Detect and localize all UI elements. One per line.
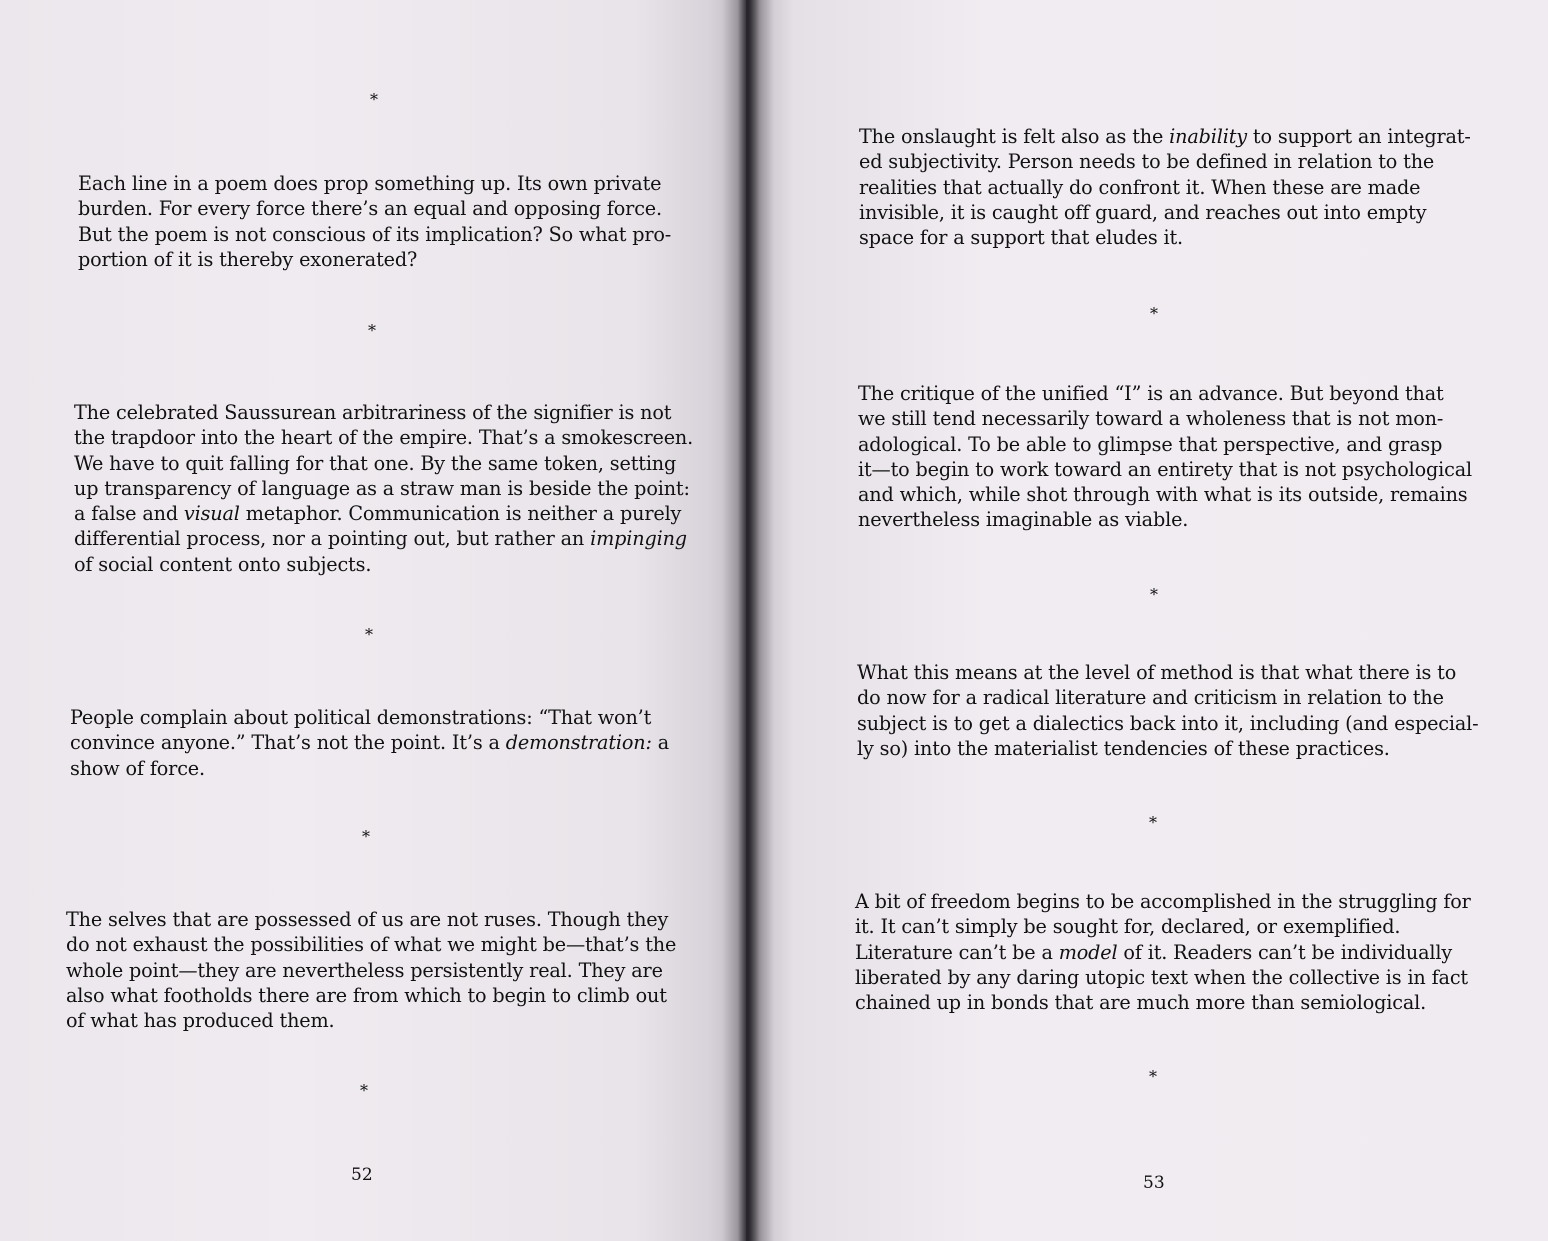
- text-line: and which, while shot through with what is its outside, remains: [858, 483, 1468, 507]
- section-asterisk: *: [1149, 813, 1157, 832]
- paragraph: [78, 171, 671, 272]
- section-asterisk: *: [1149, 1067, 1157, 1086]
- text-line: realities that actually do confront it. When these are made: [859, 175, 1421, 199]
- text-line: liberated by any daring utopic text when the collective is in fact: [855, 965, 1468, 989]
- text-line: the trapdoor into the heart of the empire. That’s a smokescreen.: [74, 426, 694, 450]
- emphasis: inability: [1169, 125, 1247, 148]
- text-line: portion of it is thereby exonerated?: [78, 247, 418, 271]
- emphasis: model: [1058, 940, 1118, 964]
- text-line: subject is to get a dialectics back into it, including (and especial-: [857, 711, 1479, 735]
- section-asterisk: *: [360, 1081, 368, 1100]
- paragraph: [70, 705, 669, 781]
- paragraph: [857, 660, 1479, 761]
- text-line: The onslaught is felt also as the inability to support an integrat-: [859, 125, 1471, 148]
- paragraph: [66, 907, 676, 1033]
- text-line: ly so) into the materialist tendencies of these practices.: [857, 736, 1390, 760]
- text-line: chained up in bonds that are much more than semiological.: [855, 991, 1427, 1015]
- text-line: Each line in a poem does prop something up. Its own private: [78, 172, 662, 195]
- section-asterisk: *: [1150, 304, 1158, 323]
- text-line: space for a support that eludes it.: [859, 226, 1183, 250]
- text-line: The critique of the unified “I” is an advance. But beyond that: [858, 382, 1444, 405]
- text-line: it. It can’t simply be sought for, declared, or exemplified.: [855, 915, 1401, 939]
- section-asterisk: *: [370, 90, 378, 109]
- text-line: up transparency of language as a straw man is beside the point:: [74, 476, 690, 500]
- page-number: 52: [351, 1165, 373, 1185]
- text-line: The selves that are possessed of us are not ruses. Though they: [66, 908, 669, 931]
- right-page: [746, 0, 1548, 1241]
- text-line: of what has produced them.: [66, 1009, 335, 1033]
- text-line: do now for a radical literature and criticism in relation to the: [857, 686, 1444, 710]
- text-line: People complain about political demonstrations: “That won’t: [70, 706, 652, 729]
- section-asterisk: *: [1150, 585, 1158, 604]
- emphasis: visual: [183, 502, 240, 526]
- text-line: it—to begin to work toward an entirety that is not psychological: [858, 457, 1473, 481]
- text-line: differential process, nor a pointing out, but rather an impinging: [74, 527, 687, 551]
- text-line: a false and visual metaphor. Communication is neither a purely: [74, 502, 682, 526]
- text-line: adological. To be able to glimpse that perspective, and grasp: [858, 432, 1443, 456]
- paragraph: [858, 381, 1472, 533]
- section-asterisk: *: [365, 625, 373, 644]
- text-line: show of force.: [70, 756, 205, 780]
- paragraph: [859, 124, 1471, 250]
- paragraph: [855, 889, 1471, 1015]
- page-number: 53: [1143, 1173, 1165, 1193]
- text-line: also what footholds there are from which to begin to climb out: [66, 983, 667, 1007]
- text-line: What this means at the level of method is that what there is to: [857, 661, 1457, 684]
- text-line: nevertheless imaginable as viable.: [858, 508, 1189, 532]
- text-line: of social content onto subjects.: [74, 552, 372, 576]
- text-line: We have to quit falling for that one. By the same token, setting: [74, 451, 677, 475]
- text-line: convince anyone.” That’s not the point. It’s a demonstration: a: [70, 731, 670, 755]
- text-line: ed subjectivity. Person needs to be defined in relation to the: [859, 150, 1435, 174]
- paragraph: [74, 400, 693, 577]
- text-line: do not exhaust the possibilities of what we might be—that’s the: [66, 933, 677, 957]
- text-line: A bit of freedom begins to be accomplished in the struggling for: [855, 890, 1471, 913]
- text-line: The celebrated Saussurean arbitrariness of the signifier is not: [74, 401, 672, 424]
- section-asterisk: *: [362, 827, 370, 846]
- emphasis: impinging: [590, 527, 687, 551]
- text-line: whole point—they are nevertheless persistently real. They are: [66, 958, 663, 982]
- text-line: we still tend necessarily toward a wholeness that is not mon-: [858, 407, 1444, 431]
- text-line: But the poem is not conscious of its implication? So what pro-: [78, 222, 672, 246]
- text-line: invisible, it is caught off guard, and reaches out into empty: [859, 200, 1427, 224]
- section-asterisk: *: [368, 321, 376, 340]
- text-line: Literature can’t be a model of it. Readers can’t be individually: [855, 940, 1453, 964]
- left-page: [0, 0, 746, 1241]
- text-line: burden. For every force there’s an equal and opposing force.: [78, 197, 662, 221]
- emphasis: demonstration:: [505, 731, 652, 755]
